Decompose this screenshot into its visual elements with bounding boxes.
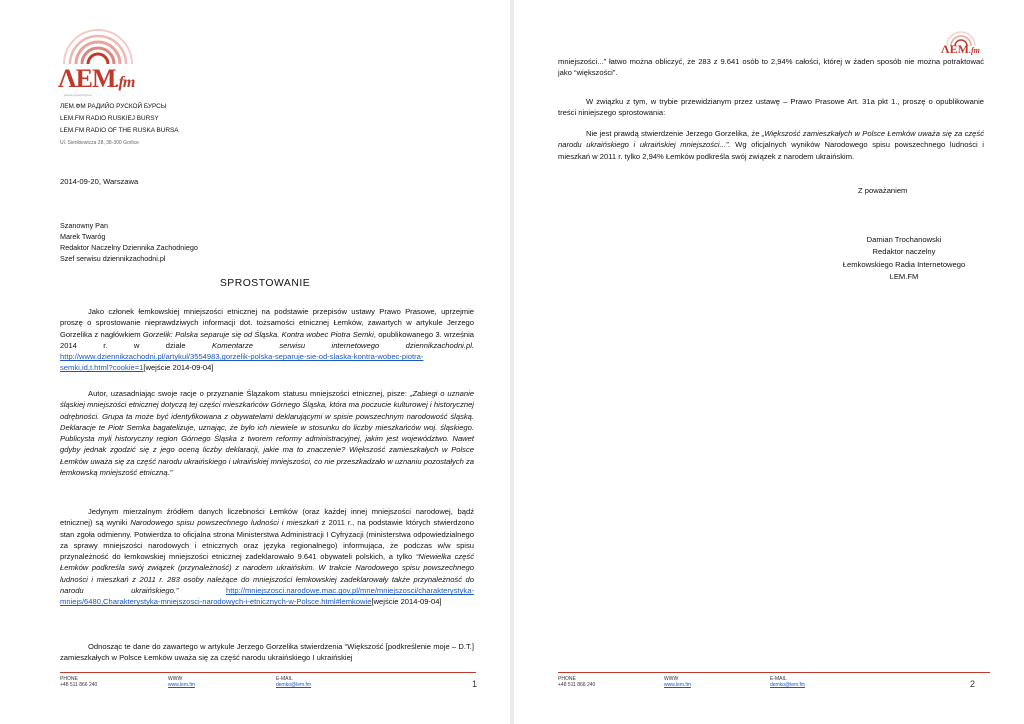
recipient-block bbox=[60, 220, 198, 264]
paragraph-4: Odnosząc te dane do zawartego w artykule Jerzego Gorzelika stwierdzenia “Większość [podkreślenie moje – D.T.] zamieszkałych w Polsce Łemków uważa się za część narodu ukraińskiego I ukraińskiej bbox=[60, 642, 474, 663]
paragraph-3: Jedynym mierzalnym źródłem danych liczebności Łemków (oraz każdej innej mniejszości narodowej, bądź etnicznej) są wyniki Narodowego spisu powszechnego ludności i mieszkań z 2011 r., na podstawie których stwierdzono stan zgoła odmienny. Potwierdza to oficjalna strona Ministerstwa Administracji I Cyfryzacji (ministerstwa odpowiedzialnego za sprawy mniejszości narodowych i etnicznych oraz języka regionalnego) informująca, że podczas w/w spisu przynależność do łemkowskiej mniejszości etnicznej zadeklarowało 9.641 obywateli polskich, a tylko “Niewielka część Łemków podkreśla swój związek (przynależność) z narodem ukraińskim. W trakcie Narodowego spisu powszechnego ludności i mieszkań z 2011 r. 283 osoby należące do mniejszości łemkowskiej zadeklarowały także przynależność do narodu ukraińskiego.” http://mniejszosci.narodowe.mac.gov.pl/mne/mniejszosci/charakterystyka-mniejs/6480,Charakterystyka-mniejszosci-narodowych-i-etnicznych-w-Polsce.html#lemkowie[wejście 2014-09-04] bbox=[60, 507, 474, 607]
closing-phrase: Z poważaniem bbox=[858, 186, 908, 195]
sender-address: Ul. Sienkiewicza 28, 38-300 Gorlice bbox=[60, 140, 139, 146]
date-line: 2014-09-20, Warszawa bbox=[60, 177, 139, 186]
signature-org: Łemkowskiego Radia Internetowego bbox=[842, 259, 966, 269]
footer-email: E-MAIL demko@lem.fm bbox=[276, 676, 312, 689]
paragraph-2: Autor, uzasadniając swoje racje o przyznanie Ślązakom statusu mniejszości etnicznej, pisze: „Zabiegi o uznanie śląskiej mniejszości etnicznej dotyczą tej części mieszkańców Górnego Śląska, która ma poczucie kulturowej i historycznej odrębności. Grupa ta może być identyfikowana z obywatelami deklarującymi w spisie powszechnym narodowość śląską. Deklaracje te Piotr Semka bagatelizuje, uznając, że było ich niewiele w stosunku do liczby mieszkańców woj. śląskiego. Publicysta myli historyczny region Górnego Śląska z tworem reformy administracyjnej, jakim jest województwo. Nawet gdyby jednak zgodzić się z jego oceną liczby deklaracji, jakie ma to znaczenie? Większość zamieszkałych w Polsce Łemków uważa się za część narodu ukraińskiego i ukraińskiej mniejszości, co nie przeszkadzało w uznaniu pozostałych za łemkowską mniejszość etniczną.” bbox=[60, 389, 474, 478]
signature-brand: LEM.FM bbox=[889, 271, 919, 281]
logo-wordmark-small: ΛEM.fm bbox=[941, 42, 980, 56]
document-page-2 bbox=[514, 0, 1024, 724]
footer-www-link[interactable]: www.lem.fm bbox=[664, 682, 691, 689]
continuation-paragraph: mniejszości...” łatwo można obliczyć, że 283 z 9.641 osób to 2,94% całości, której w żaden sposób nie można potraktować jako “większości”. bbox=[558, 57, 984, 78]
footer-email-link[interactable]: demko@lem.fm bbox=[276, 682, 312, 689]
sender-line-1: ЛЕМ.ФМ РАДИЙО РУСКОЙ БУРСЫ bbox=[60, 103, 167, 110]
footer-www: WWW www.lem.fm bbox=[168, 676, 195, 689]
footer-email-link[interactable]: demko@lem.fm bbox=[770, 682, 806, 689]
sender-line-2: LEM.FM RADIO RUSKIEJ BURSY bbox=[60, 115, 159, 122]
recipient-line-1: Szanowny Pan bbox=[60, 221, 108, 230]
page-number-2: 2 bbox=[970, 679, 976, 689]
ministry-quote: “Niewielka część Łemków podkreśla swój związek (przynależność) z narodem ukraińskim. W trakcie Narodowego spisu powszechnego ludności i mieszkań z 2011 r. 283 osoby należące do mniejszości łemkowskiej zadeklarowały także przynależność do narodu ukraińskiego.” bbox=[60, 552, 474, 596]
sender-line-3: LEM.FM RADIO OF THE RUSKA BURSA bbox=[60, 127, 179, 134]
footer-phone: PHONE +48 511 866 240 bbox=[60, 676, 98, 689]
lem-fm-logo-small bbox=[941, 26, 991, 60]
footer-email: E-MAIL demko@lem.fm bbox=[770, 676, 806, 689]
signature-role: Redaktor naczelny bbox=[872, 247, 936, 257]
logo-wordmark: ΛEM.fm bbox=[58, 64, 135, 93]
footer-divider bbox=[558, 672, 990, 673]
signature-name: Damian Trochanowski bbox=[866, 235, 942, 244]
signature-block bbox=[814, 234, 994, 283]
ministry-link[interactable]: http://mniejszosci.narodowe.mac.gov.pl/mne/mniejszosci/charakterystyka-mniejs/6480,Charakterystyka-mniejszosci-narodowych-i-etnicznych-w-Polsce.html#lemkowie bbox=[60, 586, 474, 607]
recipient-line-4: Szef serwisu dziennikzachodni.pl bbox=[60, 254, 166, 263]
footer-www-link[interactable]: www.lem.fm bbox=[168, 682, 195, 689]
correction-paragraph: Nie jest prawdą stwierdzenie Jerzego Gorzelika, że „Większość zamieszkałych w Polsce Łemków uważa się za część narodu ukraińskiego i ukraińskiej mniejszości...”. Wg oficjalnych wyników Narodowego spisu powszechnego ludności i mieszkań w 2011 r. tylko 2,94% Łemków podkreśla swój związek z narodem ukraińskim. bbox=[558, 129, 984, 161]
document-title: SPROSTOWANIE bbox=[219, 278, 311, 289]
footer-www: WWW www.lem.fm bbox=[664, 676, 691, 689]
article-link[interactable]: http://www.dziennikzachodni.pl/artykul/3554983,gorzelik-polska-separuje-sie-od-slaska-kontra-wobec-piotra-semki,id,t.html?cookie=1 bbox=[60, 352, 424, 373]
recipient-line-3: Redaktor Naczelny Dziennika Zachodniego bbox=[60, 243, 198, 252]
footer-phone: PHONE +48 511 866 240 bbox=[558, 676, 596, 689]
recipient-line-2: Marek Twaróg bbox=[60, 232, 106, 241]
lem-fm-logo bbox=[58, 24, 148, 104]
request-paragraph: W związku z tym, w trybie przewidzianym przez ustawę – Prawo Prasowe Art. 31a pkt 1., proszę o opublikowanie treści niniejszego sprostowania: bbox=[558, 97, 984, 118]
page-number-1: 1 bbox=[472, 679, 478, 689]
paragraph-1: Jako członek łemkowskiej mniejszości etnicznej na podstawie przepisów ustawy Prawo Prasowe, uprzejmie proszę o sprostowanie nieprawdziwych informacji dot. tożsamości etnicznej Łemków, zawartych w artykule Jerzego Gorzelika z nagłówkiem Gorzelik: Polska separuje się od Śląska. Kontra wobec Piotra Semki, opublikowanego 3. września 2014 r. w dziale Komentarze serwisu internetowego dziennikzachodni.pl. http://www.dziennikzachodni.pl/artykul/3554983,gorzelik-polska-separuje-sie-od-slaska-kontra-wobec-piotra-semki,id,t.html?cookie=1[wejście 2014-09-04] bbox=[60, 307, 474, 373]
correction-quote: „Większość zamieszkałych w Polsce Łemków uważa się za część narodu ukraińskiego i ukraińskiej mniejszości...”. bbox=[558, 129, 984, 150]
document-page-1 bbox=[0, 0, 510, 724]
footer-divider bbox=[60, 672, 476, 673]
gorzelik-quote: „Zabiegi o uznanie śląskiej mniejszości etnicznej dotyczą tej części mieszkańców Górnego Śląska, która ma poczucie kulturowej i historycznej odrębności. Grupa ta może być identyfikowana z obywatelami deklarującymi w spisie powszechnym narodowość śląską. Deklaracje te Piotr Semka bagatelizuje, uznając, że było ich niewiele w stosunku do liczby mieszkańców woj. śląskiego. Publicysta myli historyczny region Górnego Śląska z tworem reformy administracyjnej, jakim jest województwo. Nawet gdyby jednak zgodzić się z jego oceną liczby deklaracji, jakie ma to znaczenie? Większość zamieszkałych w Polsce Łemków uważa się za część narodu ukraińskiego i ukraińskiej mniejszości, co nie przeszkadzało w uznaniu pozostałych za łemkowską mniejszość etniczną.” bbox=[60, 389, 474, 478]
logo-tagline: радио руской бурсы bbox=[64, 93, 92, 97]
sender-block bbox=[60, 101, 178, 149]
